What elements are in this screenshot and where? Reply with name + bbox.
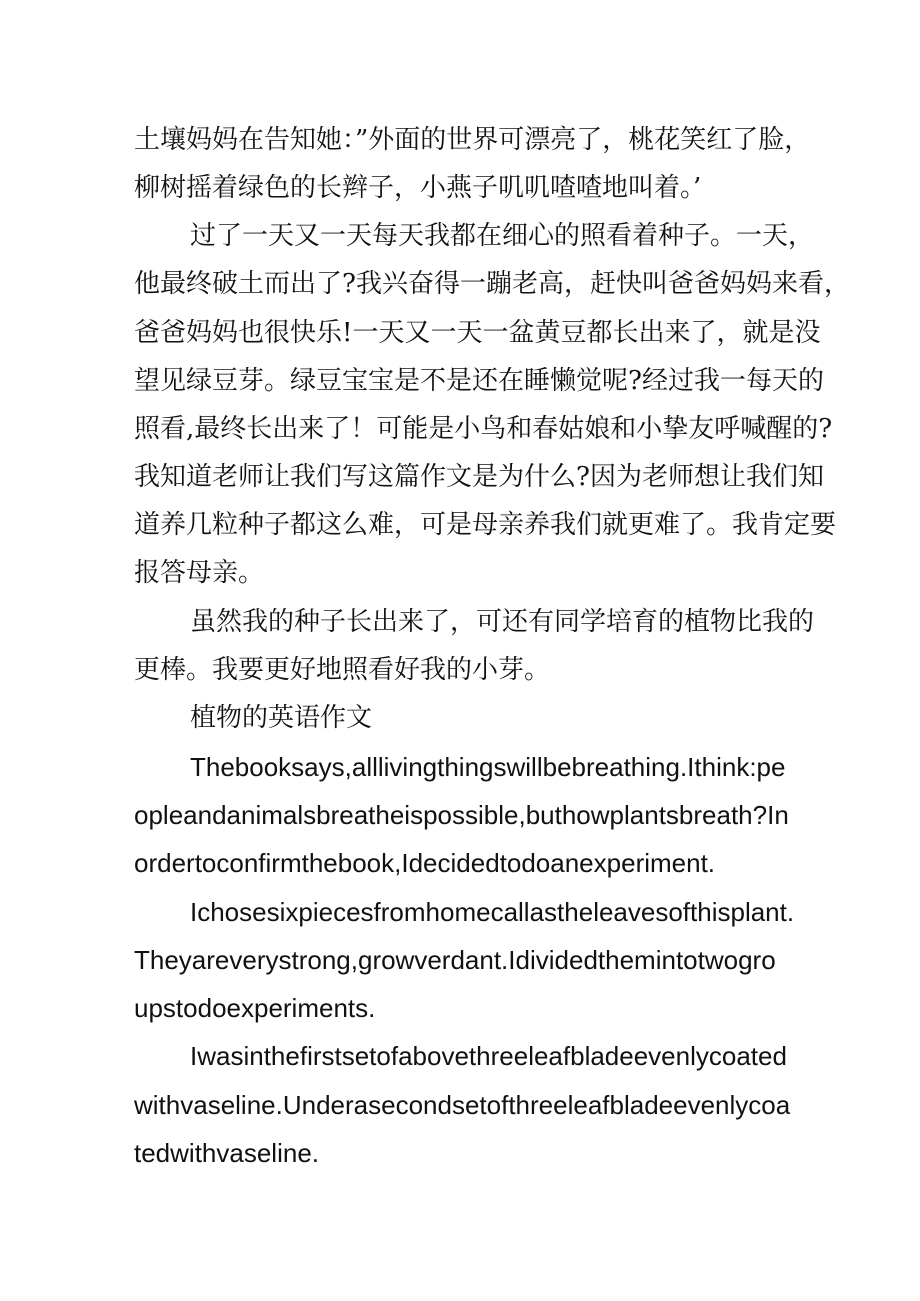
paragraph-1-line-2: 柳树摇着绿色的长辫子，小燕子叽叽喳喳地叫着。’ — [134, 173, 702, 203]
paragraph-2-line-3: 爸爸妈妈也很快乐!一天又一天一盆黄豆都长出来了，就是没 — [134, 318, 821, 348]
paragraph-2-line-2: 他最终破土而出了?我兴奋得一蹦老高，赶快叫爸爸妈妈来看， — [134, 269, 850, 299]
paragraph-1-line-1: 土壤妈妈在告知她：”外面的世界可漂亮了，桃花笑红了脸， — [134, 125, 811, 155]
english-paragraph-1-line-2: opleandanimalsbreatheispossible,buthowplantsbreath?In — [134, 800, 789, 830]
paragraph-2-line-5: 照看,最终长出来了！可能是小鸟和春姑娘和小挚友呼喊醒的? — [134, 414, 833, 444]
paragraph-2-line-6: 我知道老师让我们写这篇作文是为什么?因为老师想让我们知 — [134, 462, 824, 492]
section-heading: 植物的英语作文 — [190, 703, 373, 733]
english-paragraph-2-line-2: Theyareverystrong,growverdant.Idividedthemintotwogro — [134, 945, 776, 975]
english-paragraph-3-line-1: Iwasinthefirstsetofabovethreeleafbladeevenlycoated — [190, 1041, 787, 1071]
english-paragraph-3-line-2: withvaseline.Underasecondsetofthreeleafbladeevenlycoa — [134, 1090, 791, 1120]
english-paragraph-2-line-3: upstodoexperiments. — [134, 993, 376, 1023]
paragraph-2-line-1: 过了一天又一天每天我都在细心的照看着种子。一天， — [190, 221, 815, 251]
paragraph-2-line-7: 道养几粒种子都这么难，可是母亲养我们就更难了。我肯定要 — [134, 510, 837, 540]
paragraph-2-line-4: 望见绿豆芽。绿豆宝宝是不是还在睡懒觉呢?经过我一每天的 — [134, 366, 824, 396]
english-paragraph-3-line-3: tedwithvaseline. — [134, 1138, 319, 1168]
paragraph-3-line-1: 虽然我的种子长出来了，可还有同学培育的植物比我的 — [190, 607, 815, 637]
paragraph-2-line-8: 报答母亲。 — [134, 558, 265, 588]
paragraph-3-line-2: 更棒。我要更好地照看好我的小芽。 — [134, 655, 551, 685]
english-paragraph-1-line-3: ordertoconfirmthebook,Idecidedtodoanexperiment. — [134, 848, 716, 878]
english-paragraph-2-line-1: Ichosesixpiecesfromhomecallastheleavesofthisplant. — [190, 897, 795, 927]
english-paragraph-1-line-1: Thebooksays,alllivingthingswillbebreathing.Ithink:pe — [190, 752, 786, 782]
